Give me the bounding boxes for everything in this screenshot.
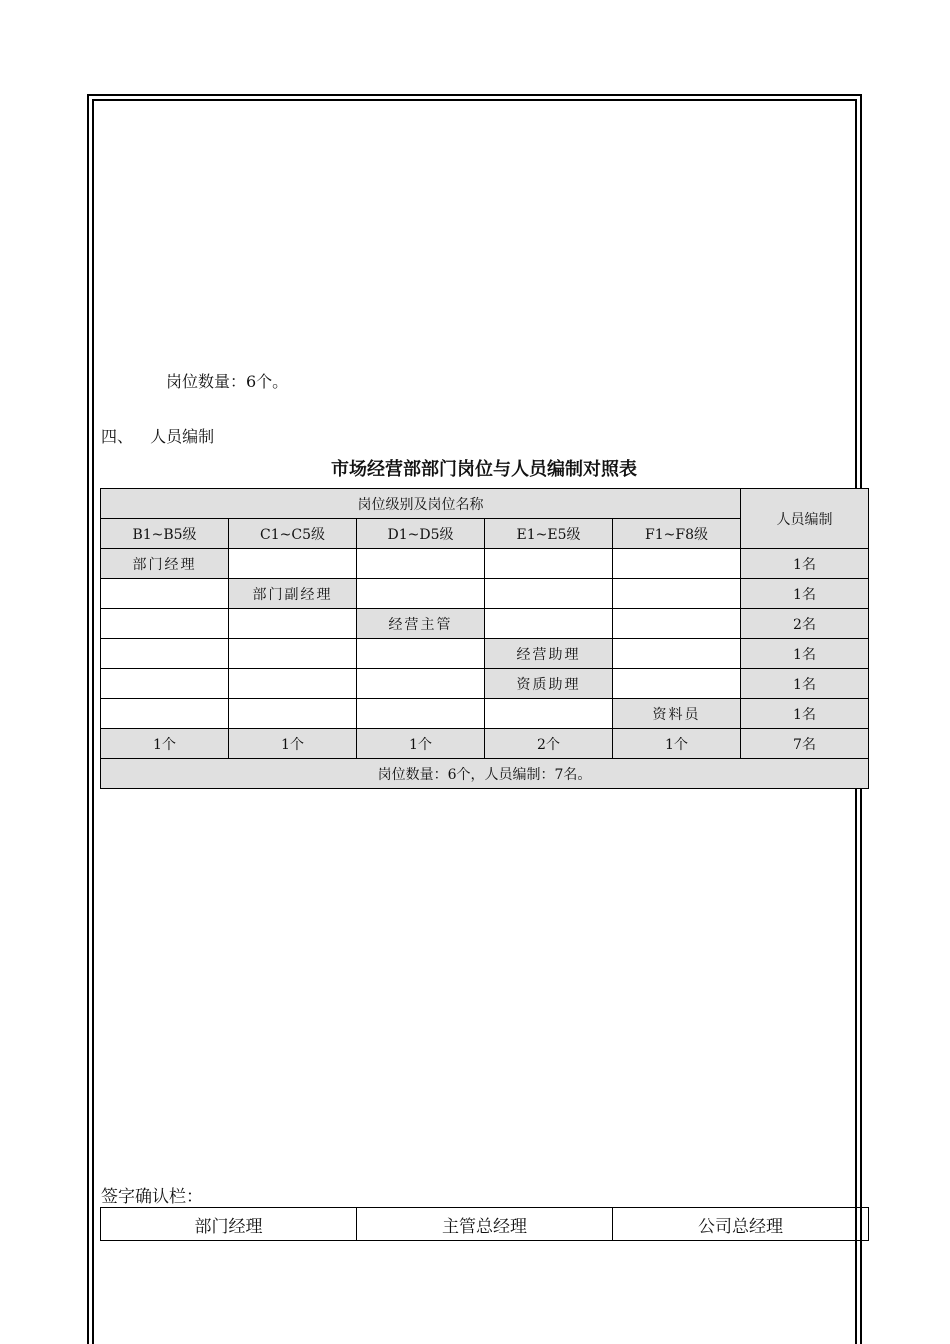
empty-cell [357,549,485,579]
empty-cell [613,579,741,609]
empty-cell [357,579,485,609]
position-name-cell: 部门副经理 [229,579,357,609]
staff-count-cell: 1名 [741,669,869,699]
level-header: B1~B5级 [101,519,229,549]
position-name-cell: 资料员 [613,699,741,729]
empty-cell [485,699,613,729]
staffing-table [100,488,869,789]
level-header: C1~C5级 [229,519,357,549]
signature-row [101,1208,869,1241]
empty-cell [229,639,357,669]
empty-cell [485,549,613,579]
empty-cell [229,549,357,579]
empty-cell [229,699,357,729]
empty-cell [485,579,613,609]
table-header-row [101,489,869,519]
empty-cell [613,639,741,669]
empty-cell [229,669,357,699]
empty-cell [357,639,485,669]
position-name-cell: 资质助理 [485,669,613,699]
empty-cell [101,699,229,729]
level-header: D1~D5级 [357,519,485,549]
position-name-cell: 经营助理 [485,639,613,669]
total-cell: 2个 [485,729,613,759]
section-number: 四、 [101,427,134,446]
staff-count-cell: 1名 [741,639,869,669]
position-name-cell: 经营主管 [357,609,485,639]
table-row [101,579,869,609]
total-cell: 1个 [229,729,357,759]
position-name-cell: 部门经理 [101,549,229,579]
table-row [101,639,869,669]
empty-cell [613,549,741,579]
empty-cell [101,669,229,699]
empty-cell [101,639,229,669]
empty-cell [613,669,741,699]
section-title: 人员编制 [150,427,215,446]
total-cell: 7名 [741,729,869,759]
table-title: 市场经营部部门岗位与人员编制对照表 [331,459,637,480]
empty-cell [101,609,229,639]
table-row [101,699,869,729]
empty-cell [357,669,485,699]
signature-label: 签字确认栏： [101,1187,203,1207]
summary-footer: 岗位数量：6个，人员编制：7名。 [101,759,869,789]
table-row [101,669,869,699]
empty-cell [357,699,485,729]
staff-count-cell: 1名 [741,549,869,579]
total-cell: 1个 [357,729,485,759]
signature-cell: 部门经理 [101,1208,357,1241]
group-header: 岗位级别及岗位名称 [101,489,741,519]
section-heading [101,424,214,447]
staff-header: 人员编制 [741,489,869,549]
total-cell: 1个 [613,729,741,759]
position-count-line: 岗位数量：6个。 [166,372,289,391]
empty-cell [613,609,741,639]
empty-cell [101,579,229,609]
signature-cell: 主管总经理 [357,1208,613,1241]
total-cell: 1个 [101,729,229,759]
signature-cell: 公司总经理 [613,1208,869,1241]
signature-table [100,1207,869,1241]
totals-row [101,729,869,759]
table-row [101,609,869,639]
staff-count-cell: 1名 [741,579,869,609]
staff-count-cell: 2名 [741,609,869,639]
footer-row [101,759,869,789]
level-header: E1~E5级 [485,519,613,549]
empty-cell [485,609,613,639]
level-header: F1~F8级 [613,519,741,549]
empty-cell [229,609,357,639]
table-row [101,549,869,579]
staff-count-cell: 1名 [741,699,869,729]
